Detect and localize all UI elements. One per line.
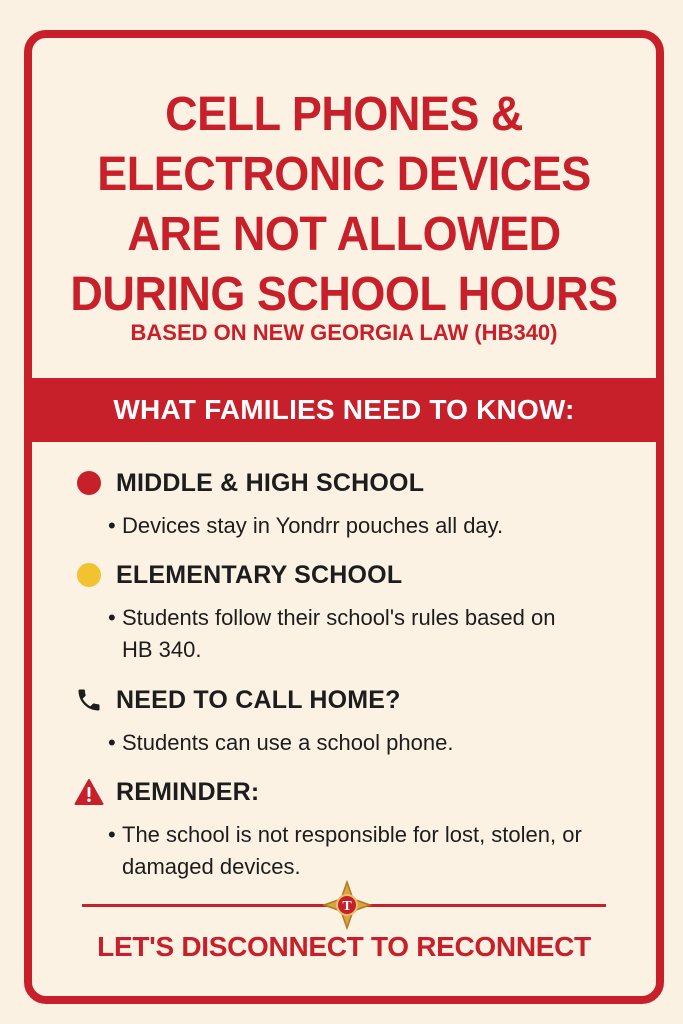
headline-line: ELECTRONIC DEVICES bbox=[97, 145, 591, 201]
warning-icon bbox=[74, 777, 104, 807]
headline bbox=[32, 84, 656, 324]
section-header bbox=[74, 558, 626, 592]
emblem-letter: T bbox=[342, 899, 352, 914]
school-emblem-icon bbox=[322, 880, 372, 930]
bullet-item: • Students can use a school phone. bbox=[108, 727, 626, 759]
bullet-item: • The school is not responsible for lost, stolen, or damaged devices. bbox=[108, 819, 602, 883]
headline-line: ARE NOT ALLOWED bbox=[127, 205, 561, 261]
section-header bbox=[74, 683, 626, 717]
tagline: LET'S DISCONNECT TO RECONNECT bbox=[97, 931, 591, 962]
section-header bbox=[74, 775, 626, 809]
section-banner: WHAT FAMILIES NEED TO KNOW: bbox=[32, 378, 656, 442]
law-subheading: BASED ON NEW GEORGIA LAW (HB340) bbox=[130, 320, 558, 345]
section-reminder bbox=[74, 775, 626, 883]
section-middle-high-school bbox=[74, 466, 626, 542]
red-dot-icon bbox=[74, 468, 104, 498]
section-elementary-school bbox=[74, 558, 626, 666]
bullet-item: • Students follow their school's rules based on HB 340. bbox=[108, 602, 562, 666]
yellow-dot-icon bbox=[74, 560, 104, 590]
section-call-home bbox=[74, 683, 626, 759]
section-title: ELEMENTARY SCHOOL bbox=[116, 560, 403, 589]
phone-icon bbox=[74, 685, 104, 715]
section-title: MIDDLE & HIGH SCHOOL bbox=[116, 468, 425, 497]
section-title: REMINDER: bbox=[116, 777, 260, 806]
section-title: NEED TO CALL HOME? bbox=[116, 685, 401, 714]
poster bbox=[24, 30, 664, 1004]
headline-line: DURING SCHOOL HOURS bbox=[70, 265, 618, 321]
bullet-item: • Devices stay in Yondrr pouches all day. bbox=[108, 510, 626, 542]
section-header bbox=[74, 466, 626, 500]
headline-line: CELL PHONES & bbox=[165, 85, 523, 141]
